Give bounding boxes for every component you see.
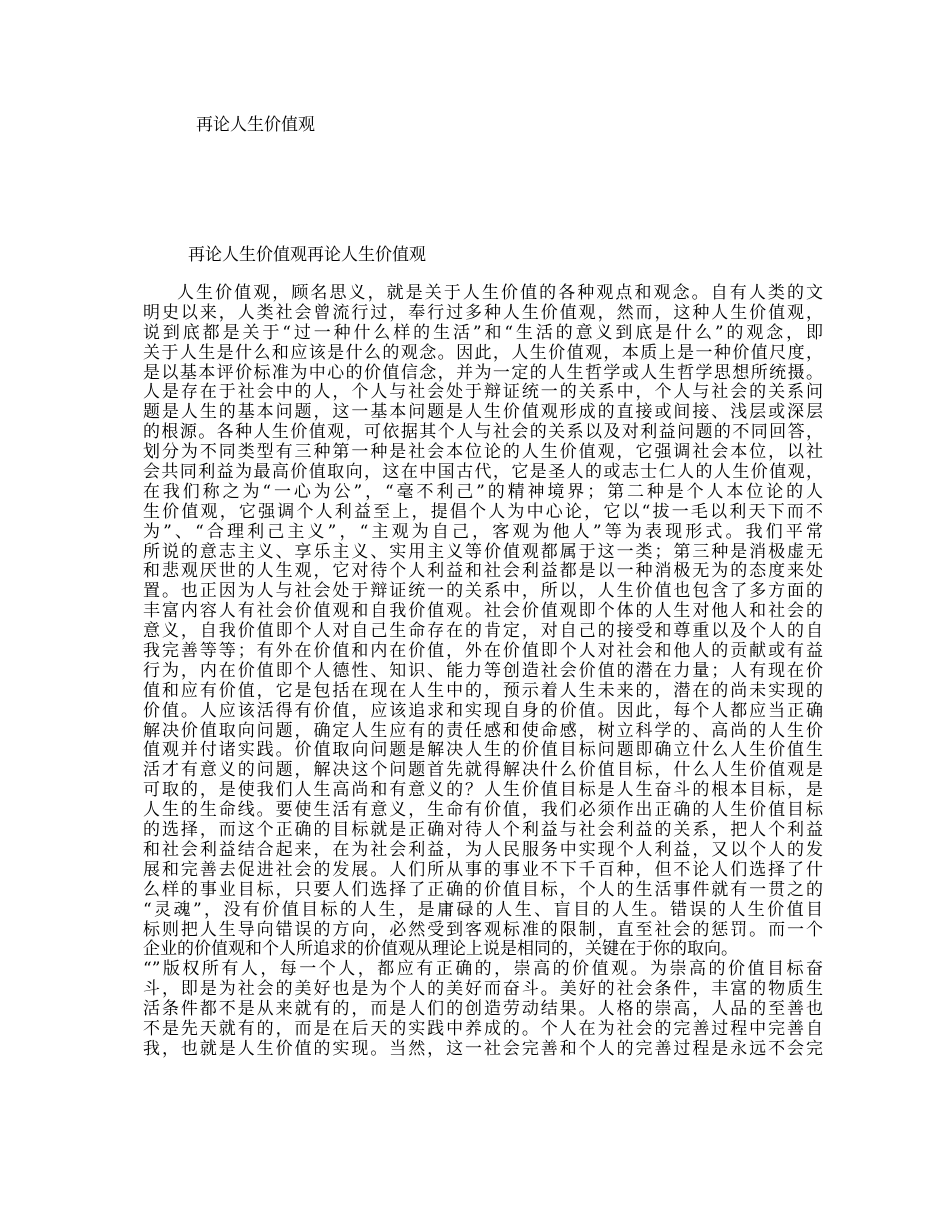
text-line: “”版权所有人，每一个人，都应有正确的，崇高的价值观。为崇高的价值目标奋 xyxy=(143,959,823,980)
text-line: 标则把人生导向错误的方向，必然受到客观标准的限制，直至社会的惩罚。而一个 xyxy=(143,919,823,940)
text-line: 么样的事业目标，只要人们选择了正确的价值目标，个人的生活事件就有一贯之的 xyxy=(143,879,823,900)
text-line: 的选择，而这个正确的目标就是正确对待人个利益与社会利益的关系，把人个利益 xyxy=(143,820,823,841)
text-line: 活条件都不是从来就有的，而是人们的创造劳动结果。人格的崇高，人品的至善也 xyxy=(143,999,823,1020)
text-line: 人是存在于社会中的人，个人与社会处于辩证统一的关系中，个人与社会的关系问 xyxy=(143,382,823,403)
text-line: “灵魂”，没有价值目标的人生，是庸碌的人生、盲目的人生。错误的人生价值目 xyxy=(143,899,823,920)
text-line: 明史以来，人类社会曾流行过，奉行过多种人生价值观，然而，这种人生价值观， xyxy=(143,302,823,323)
text-line: 在我们称之为“一心为公”，“毫不利己”的精神境界；第二种是个人本位论的人 xyxy=(143,481,823,502)
text-line: 活才有意义的问题，解决这个问题首先就得解决什么价值目标，什么人生价值观是 xyxy=(143,760,823,781)
text-line: 企业的价值观和个人所追求的价值观从理论上说是相同的，关键在于你的取向。 xyxy=(143,939,738,960)
text-line: 生价值观，它强调个人利益至上，提倡个人为中心论，它以“拔一毛以利天下而不 xyxy=(143,501,823,522)
text-line: 为”、“合理利己主义”，“主观为自己，客观为他人”等为表现形式。我们平常 xyxy=(143,521,823,542)
text-line: 关于人生是什么和应该是什么的观念。因此，人生价值观，本质上是一种价值尺度， xyxy=(143,342,823,363)
text-line: 我，也就是人生价值的实现。当然，这一社会完善和个人的完善过程是永远不会完 xyxy=(143,1038,823,1059)
text-line: 题是人生的基本问题，这一基本问题是人生价值观形成的直接或间接、浅层或深层 xyxy=(143,402,823,423)
text-line: 我完善等等；有外在价值和内在价值，外在价值即个人对社会和他人的贡献或有益 xyxy=(143,641,823,662)
text-line: 不是先天就有的，而是在后天的实践中养成的。个人在为社会的完善过程中完善自 xyxy=(143,1018,823,1039)
text-line: 置。也正因为人与社会处于辩证统一的关系中，所以，人生价值也包含了多方面的 xyxy=(143,581,823,602)
text-line: 行为，内在价值即个人德性、知识、能力等创造社会价值的潜在力量；人有现在价 xyxy=(143,660,823,681)
document-subtitle: 再论人生价值观再论人生价值观 xyxy=(188,245,426,265)
text-line: 是以基本评价标准为中心的价值信念，并为一定的人生哲学或人生哲学思想所统摄。 xyxy=(143,362,823,383)
text-line: 会共同利益为最高价值取向，这在中国古代，它是圣人的或志士仁人的人生价值观， xyxy=(143,462,823,483)
text-line: 价值。人应该活得有价值，应该追求和实现自身的价值。因此，每个人都应当正确 xyxy=(143,700,823,721)
text-line: 展和完善去促进社会的发展。人们所从事的事业不下千百种，但不论人们选择了什 xyxy=(143,859,823,880)
text-line: 人生价值观，顾名思义，就是关于人生价值的各种观点和观念。自有人类的文 xyxy=(177,283,823,303)
text-line: 斗，即是为社会的美好也是为个人的美好而奋斗。美好的社会条件，丰富的物质生 xyxy=(143,979,823,1000)
document-title: 再论人生价值观 xyxy=(196,115,315,135)
text-line: 丰富内容人有社会价值观和自我价值观。社会价值观即个体的人生对他人和社会的 xyxy=(143,601,823,622)
text-line: 解决价值取向问题，确定人生应有的责任感和使命感，树立科学的、高尚的人生价 xyxy=(143,720,823,741)
text-line: 说到底都是关于“过一种什么样的生活”和“生活的意义到底是什么”的观念，即 xyxy=(143,322,823,343)
text-line: 所说的意志主义、享乐主义、实用主义等价值观都属于这一类；第三种是消极虚无 xyxy=(143,541,823,562)
text-line: 人生的生命线。要使生活有意义，生命有价值，我们必须作出正确的人生价值目标 xyxy=(143,800,823,821)
text-line: 和社会利益结合起来，在为社会利益，为人民服务中实现个人利益，又以个人的发 xyxy=(143,839,823,860)
text-line: 和悲观厌世的人生观，它对待个人利益和社会利益都是以一种消极无为的态度来处 xyxy=(143,561,823,582)
text-line: 值和应有价值，它是包括在现在人生中的，预示着人生未来的，潜在的尚未实现的 xyxy=(143,680,823,701)
text-line: 可取的，是使我们人生高尚和有意义的？人生价值目标是人生奋斗的根本目标，是 xyxy=(143,780,823,801)
text-line: 划分为不同类型有三种第一种是社会本位论的人生价值观，它强调社会本位，以社 xyxy=(143,442,823,463)
text-line: 的根源。各种人生价值观，可依据其个人与社会的关系以及对利益问题的不同回答， xyxy=(143,422,823,443)
text-line: 值观并付诸实践。价值取向问题是解决人生的价值目标问题即确立什么人生价值生 xyxy=(143,740,823,761)
text-line: 意义，自我价值即个人对自己生命存在的肯定，对自己的接受和尊重以及个人的自 xyxy=(143,621,823,642)
body-paragraph xyxy=(143,284,823,1060)
